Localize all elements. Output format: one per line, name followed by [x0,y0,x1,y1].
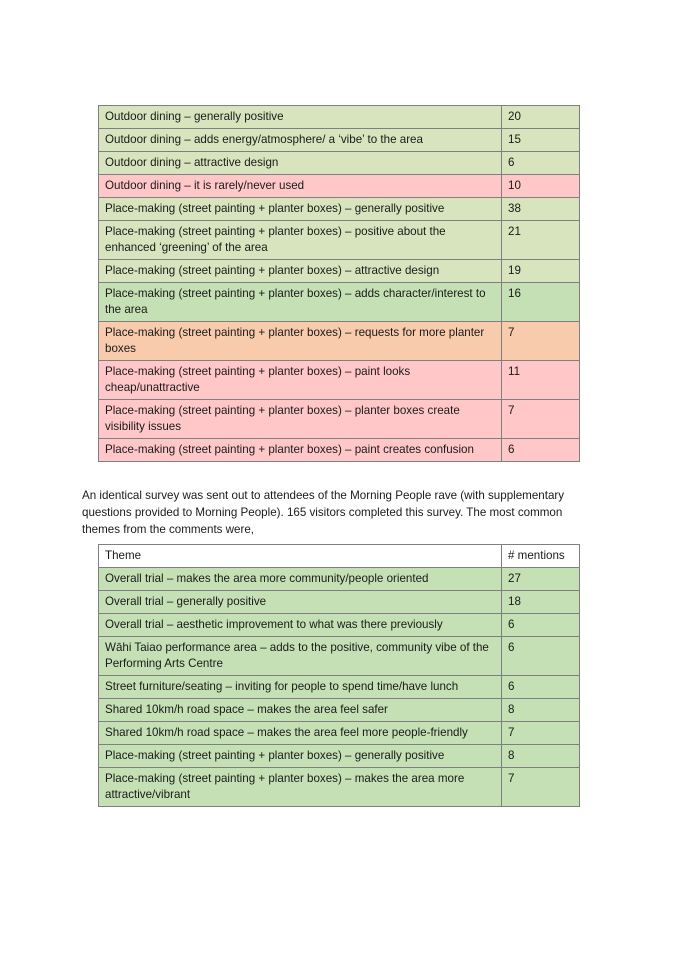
theme-cell: Street furniture/seating – inviting for people to spend time/have lunch [99,676,502,699]
table-row [99,745,580,768]
table-header-row [99,545,580,568]
table-row [99,439,580,462]
theme-cell: Place-making (street painting + planter boxes) – attractive design [99,260,502,283]
table-row [99,106,580,129]
theme-cell: Place-making (street painting + planter boxes) – adds character/interest to the area [99,283,502,322]
table-row [99,699,580,722]
mentions-cell: 11 [502,361,580,400]
table-row [99,400,580,439]
mentions-cell: 7 [502,400,580,439]
mentions-cell: 15 [502,129,580,152]
table-row [99,260,580,283]
theme-cell: Place-making (street painting + planter boxes) – paint creates confusion [99,439,502,462]
table-row [99,637,580,676]
theme-cell: Shared 10km/h road space – makes the area feel safer [99,699,502,722]
table-row [99,322,580,361]
mentions-cell: 6 [502,676,580,699]
header-theme: Theme [99,545,502,568]
theme-cell: Place-making (street painting + planter boxes) – positive about the enhanced ‘greening’ of the area [99,221,502,260]
mentions-cell: 21 [502,221,580,260]
table-row [99,568,580,591]
table-row [99,175,580,198]
mentions-cell: 18 [502,591,580,614]
theme-cell: Place-making (street painting + planter boxes) – paint looks cheap/unattractive [99,361,502,400]
mentions-cell: 6 [502,637,580,676]
mentions-cell: 8 [502,699,580,722]
theme-cell: Shared 10km/h road space – makes the area feel more people-friendly [99,722,502,745]
mentions-cell: 20 [502,106,580,129]
table-row [99,129,580,152]
theme-cell: Place-making (street painting + planter boxes) – generally positive [99,198,502,221]
table-row [99,614,580,637]
table-row [99,591,580,614]
table-row [99,676,580,699]
mentions-cell: 27 [502,568,580,591]
theme-cell: Place-making (street painting + planter boxes) – makes the area more attractive/vibrant [99,768,502,807]
theme-cell: Wāhi Taiao performance area – adds to the positive, community vibe of the Performing Arts Centre [99,637,502,676]
header-mentions: # mentions [502,545,580,568]
mentions-cell: 7 [502,322,580,361]
mentions-cell: 38 [502,198,580,221]
theme-cell: Outdoor dining – generally positive [99,106,502,129]
table-row [99,361,580,400]
table-row [99,283,580,322]
table-row [99,152,580,175]
table-row [99,221,580,260]
mentions-cell: 7 [502,768,580,807]
theme-cell: Overall trial – makes the area more community/people oriented [99,568,502,591]
mentions-cell: 6 [502,439,580,462]
table-row [99,768,580,807]
mentions-cell: 7 [502,722,580,745]
mentions-cell: 10 [502,175,580,198]
survey-intro-paragraph: An identical survey was sent out to attendees of the Morning People rave (with supplementary questions provided to Morning People). 165 visitors completed this survey. The most common themes from the comments were, [82,489,565,536]
theme-cell: Place-making (street painting + planter boxes) – generally positive [99,745,502,768]
morning-people-themes-table [98,544,580,807]
mentions-cell: 8 [502,745,580,768]
table-row [99,722,580,745]
theme-cell: Overall trial – aesthetic improvement to what was there previously [99,614,502,637]
theme-cell: Place-making (street painting + planter boxes) – requests for more planter boxes [99,322,502,361]
theme-cell: Outdoor dining – it is rarely/never used [99,175,502,198]
theme-cell: Place-making (street painting + planter boxes) – planter boxes create visibility issues [99,400,502,439]
mentions-cell: 6 [502,152,580,175]
theme-cell: Outdoor dining – attractive design [99,152,502,175]
table-row [99,198,580,221]
comment-themes-table [98,105,580,462]
mentions-cell: 16 [502,283,580,322]
mentions-cell: 6 [502,614,580,637]
theme-cell: Outdoor dining – adds energy/atmosphere/ a ‘vibe’ to the area [99,129,502,152]
mentions-cell: 19 [502,260,580,283]
theme-cell: Overall trial – generally positive [99,591,502,614]
